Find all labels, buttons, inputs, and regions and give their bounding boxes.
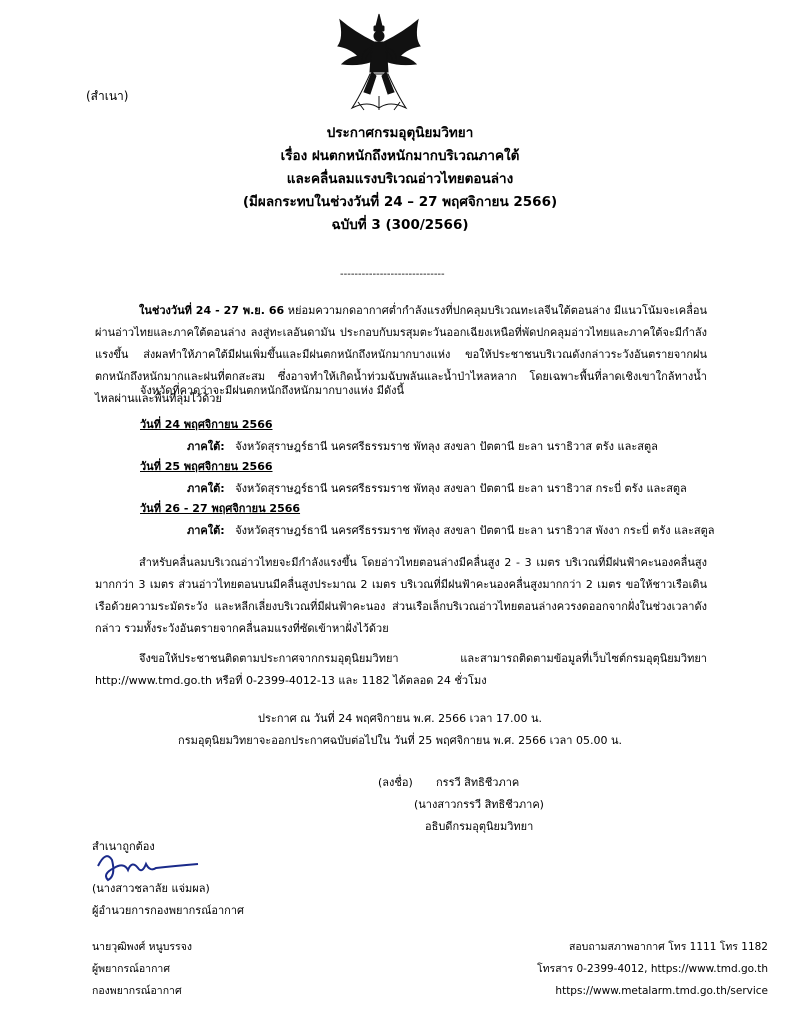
paragraph-contact: จึงขอให้ประชาชนติดตามประกาศจากกรมอุตุนิยมวิทยา และสามารถติดตามข้อมูลที่เว็บไซต์กรมอุตุนิยมวิทยา http://www.tmd.go.th หรือที่ 0-2399-4012-13 และ 1182 ได้ตลอด 24 ชั่วโมง <box>95 652 707 687</box>
forecast-provinces <box>187 440 658 455</box>
forecast-provinces <box>187 524 714 539</box>
footer-service-link: https://www.metalarm.tmd.go.th/service <box>555 985 768 997</box>
title-line: เรื่อง ฝนตกหนักถึงหนักมากบริเวณภาคใต้ <box>280 148 520 164</box>
forecast-provinces <box>187 482 687 497</box>
title-line: ฉบับที่ 3 (300/2566) <box>331 217 469 233</box>
title-line: และคลื่นลมแรงบริเวณอ่าวไทยตอนล่าง <box>286 171 514 187</box>
announcement-title <box>0 122 800 237</box>
title-line: (มีผลกระทบในช่วงวันที่ 24 – 27 พฤศจิกายน 2566) <box>242 194 558 210</box>
paragraph-waves: สำหรับคลื่นลมบริเวณอ่าวไทยจะมีกำลังแรงขึ้น โดยอ่าวไทยตอนล่างมีคลื่นสูง 2 - 3 เมตร บริเวณที่มีฝนฟ้าคะนองคลื่นสูงมากกว่า 3 เมตร ส่วนอ่าวไทยตอนบนมีคลื่นสูงประมาณ 2 เมตร บริเวณที่มีฝนฟ้าคะนองคลื่นสูงมากกว่า 2 เมตร ขอให้ชาวเรือเดินเรือด้วยความระมัดระวัง และหลีกเลี่ยงบริเวณที่มีฝนฟ้าคะนอง ส่วนเรือเล็กบริเวณอ่าวไทยตอนล่างควรงดออกจากฝั่งในช่วงเวลาดังกล่าว รวมทั้งระวังอันตรายจากคลื่นลมแรงที่ซัดเข้าหาฝั่งไว้ด้วย <box>95 556 707 635</box>
signed-name: กรรวี สิทธิชีวภาค <box>436 776 520 789</box>
paragraph-body: หย่อมความกดอากาศต่ำกำลังแรงที่ปกคลุมบริเวณทะเลจีนใต้ตอนล่าง มีแนวโน้มจะเคลื่อนผ่านอ่าวไทยและภาคใต้ตอนล่าง ลงสู่ทะเลอันดามัน ประกอบกับมรสุมตะวันออกเฉียงเหนือที่พัดปกคลุมอ่าวไทยและภาคใต้จะมีกำลังแรงขึ้น ส่งผลทำให้ภาคใต้มีฝนเพิ่มขึ้นและมีฝนตกหนักถึงหนักมากบางแห่ง ขอให้ประชาชนบริเวณดังกล่าวระวังอันตรายจากฝนตกหนักถึงหนักมากและฝนที่ตกสะสม ซึ่งอาจทำให้เกิดน้ำท่วมฉับพลันและน้ำป่าไหลหลาก โดยเฉพาะพื้นที่ลาดเชิงเขาใกล้ทางน้ำไหลผ่านและพื้นที่ลุ่มไว้ด้วย <box>95 304 707 405</box>
province-list: จังหวัดสุราษฎร์ธานี นครศรีธรรมราช พัทลุง สงขลา ปัตตานี ยะลา นราธิวาส ตรัง และสตูล <box>235 440 658 453</box>
province-list: จังหวัดสุราษฎร์ธานี นครศรีธรรมราช พัทลุง สงขลา ปัตตานี ยะลา นราธิวาส กระบี่ ตรัง และสตูล <box>235 482 687 495</box>
region-label: ภาคใต้: <box>187 440 225 453</box>
signatory-full-name: (นางสาวกรรวี สิทธิชีวภาค) <box>414 798 544 811</box>
signature-mark <box>94 846 204 886</box>
province-list: จังหวัดสุราษฎร์ธานี นครศรีธรรมราช พัทลุง สงขลา ปัตตานี ยะลา นราธิวาส พังงา กระบี่ ตรัง และสตูล <box>235 524 715 537</box>
divider-rule: ----------------------------- <box>340 269 445 280</box>
footer-fax-web: โทรสาร 0-2399-4012, https://www.tmd.go.th <box>537 963 768 975</box>
copy-mark: (สำเนา) <box>86 89 129 103</box>
signatory-position: อธิบดีกรมอุตุนิยมวิทยา <box>425 820 534 833</box>
title-line: ประกาศกรมอุตุนิยมวิทยา <box>326 125 474 141</box>
province-intro: จังหวัดที่คาดว่าจะมีฝนตกหนักถึงหนักมากบางแห่ง มีดังนี้ <box>140 384 405 397</box>
certified-label: สำเนาถูกต้อง <box>92 840 155 853</box>
forecast-date: วันที่ 25 พฤศจิกายน 2566 <box>140 460 273 473</box>
region-label: ภาคใต้: <box>187 524 225 537</box>
announce-date: ประกาศ ณ วันที่ 24 พฤศจิกายน พ.ศ. 2566 เวลา 17.00 น. <box>258 712 542 725</box>
next-announce: กรมอุตุนิยมวิทยาจะออกประกาศฉบับต่อไปใน วันที่ 25 พฤศจิกายน พ.ศ. 2566 เวลา 05.00 น. <box>178 734 622 747</box>
footer-phone: สอบถามสภาพอากาศ โทร 1111 โทร 1182 <box>568 941 768 953</box>
footer-author-division: กองพยากรณ์อากาศ <box>92 985 182 997</box>
forecast-date: วันที่ 24 พฤศจิกายน 2566 <box>140 418 273 431</box>
certified-name: (นางสาวชลาลัย แจ่มผล) <box>92 882 210 895</box>
garuda-emblem-icon <box>334 12 424 112</box>
forecast-date: วันที่ 26 - 27 พฤศจิกายน 2566 <box>140 502 301 515</box>
paragraph-lead: ในช่วงวันที่ 24 - 27 พ.ย. 66 <box>139 304 285 317</box>
region-label: ภาคใต้: <box>187 482 225 495</box>
footer-author-role: ผู้พยากรณ์อากาศ <box>92 963 170 975</box>
certified-position: ผู้อำนวยการกองพยากรณ์อากาศ <box>92 904 245 917</box>
signed-label: (ลงชื่อ) <box>378 776 413 789</box>
footer-author-name: นายวุฒิพงศ์ หนูบรรจง <box>92 941 192 953</box>
